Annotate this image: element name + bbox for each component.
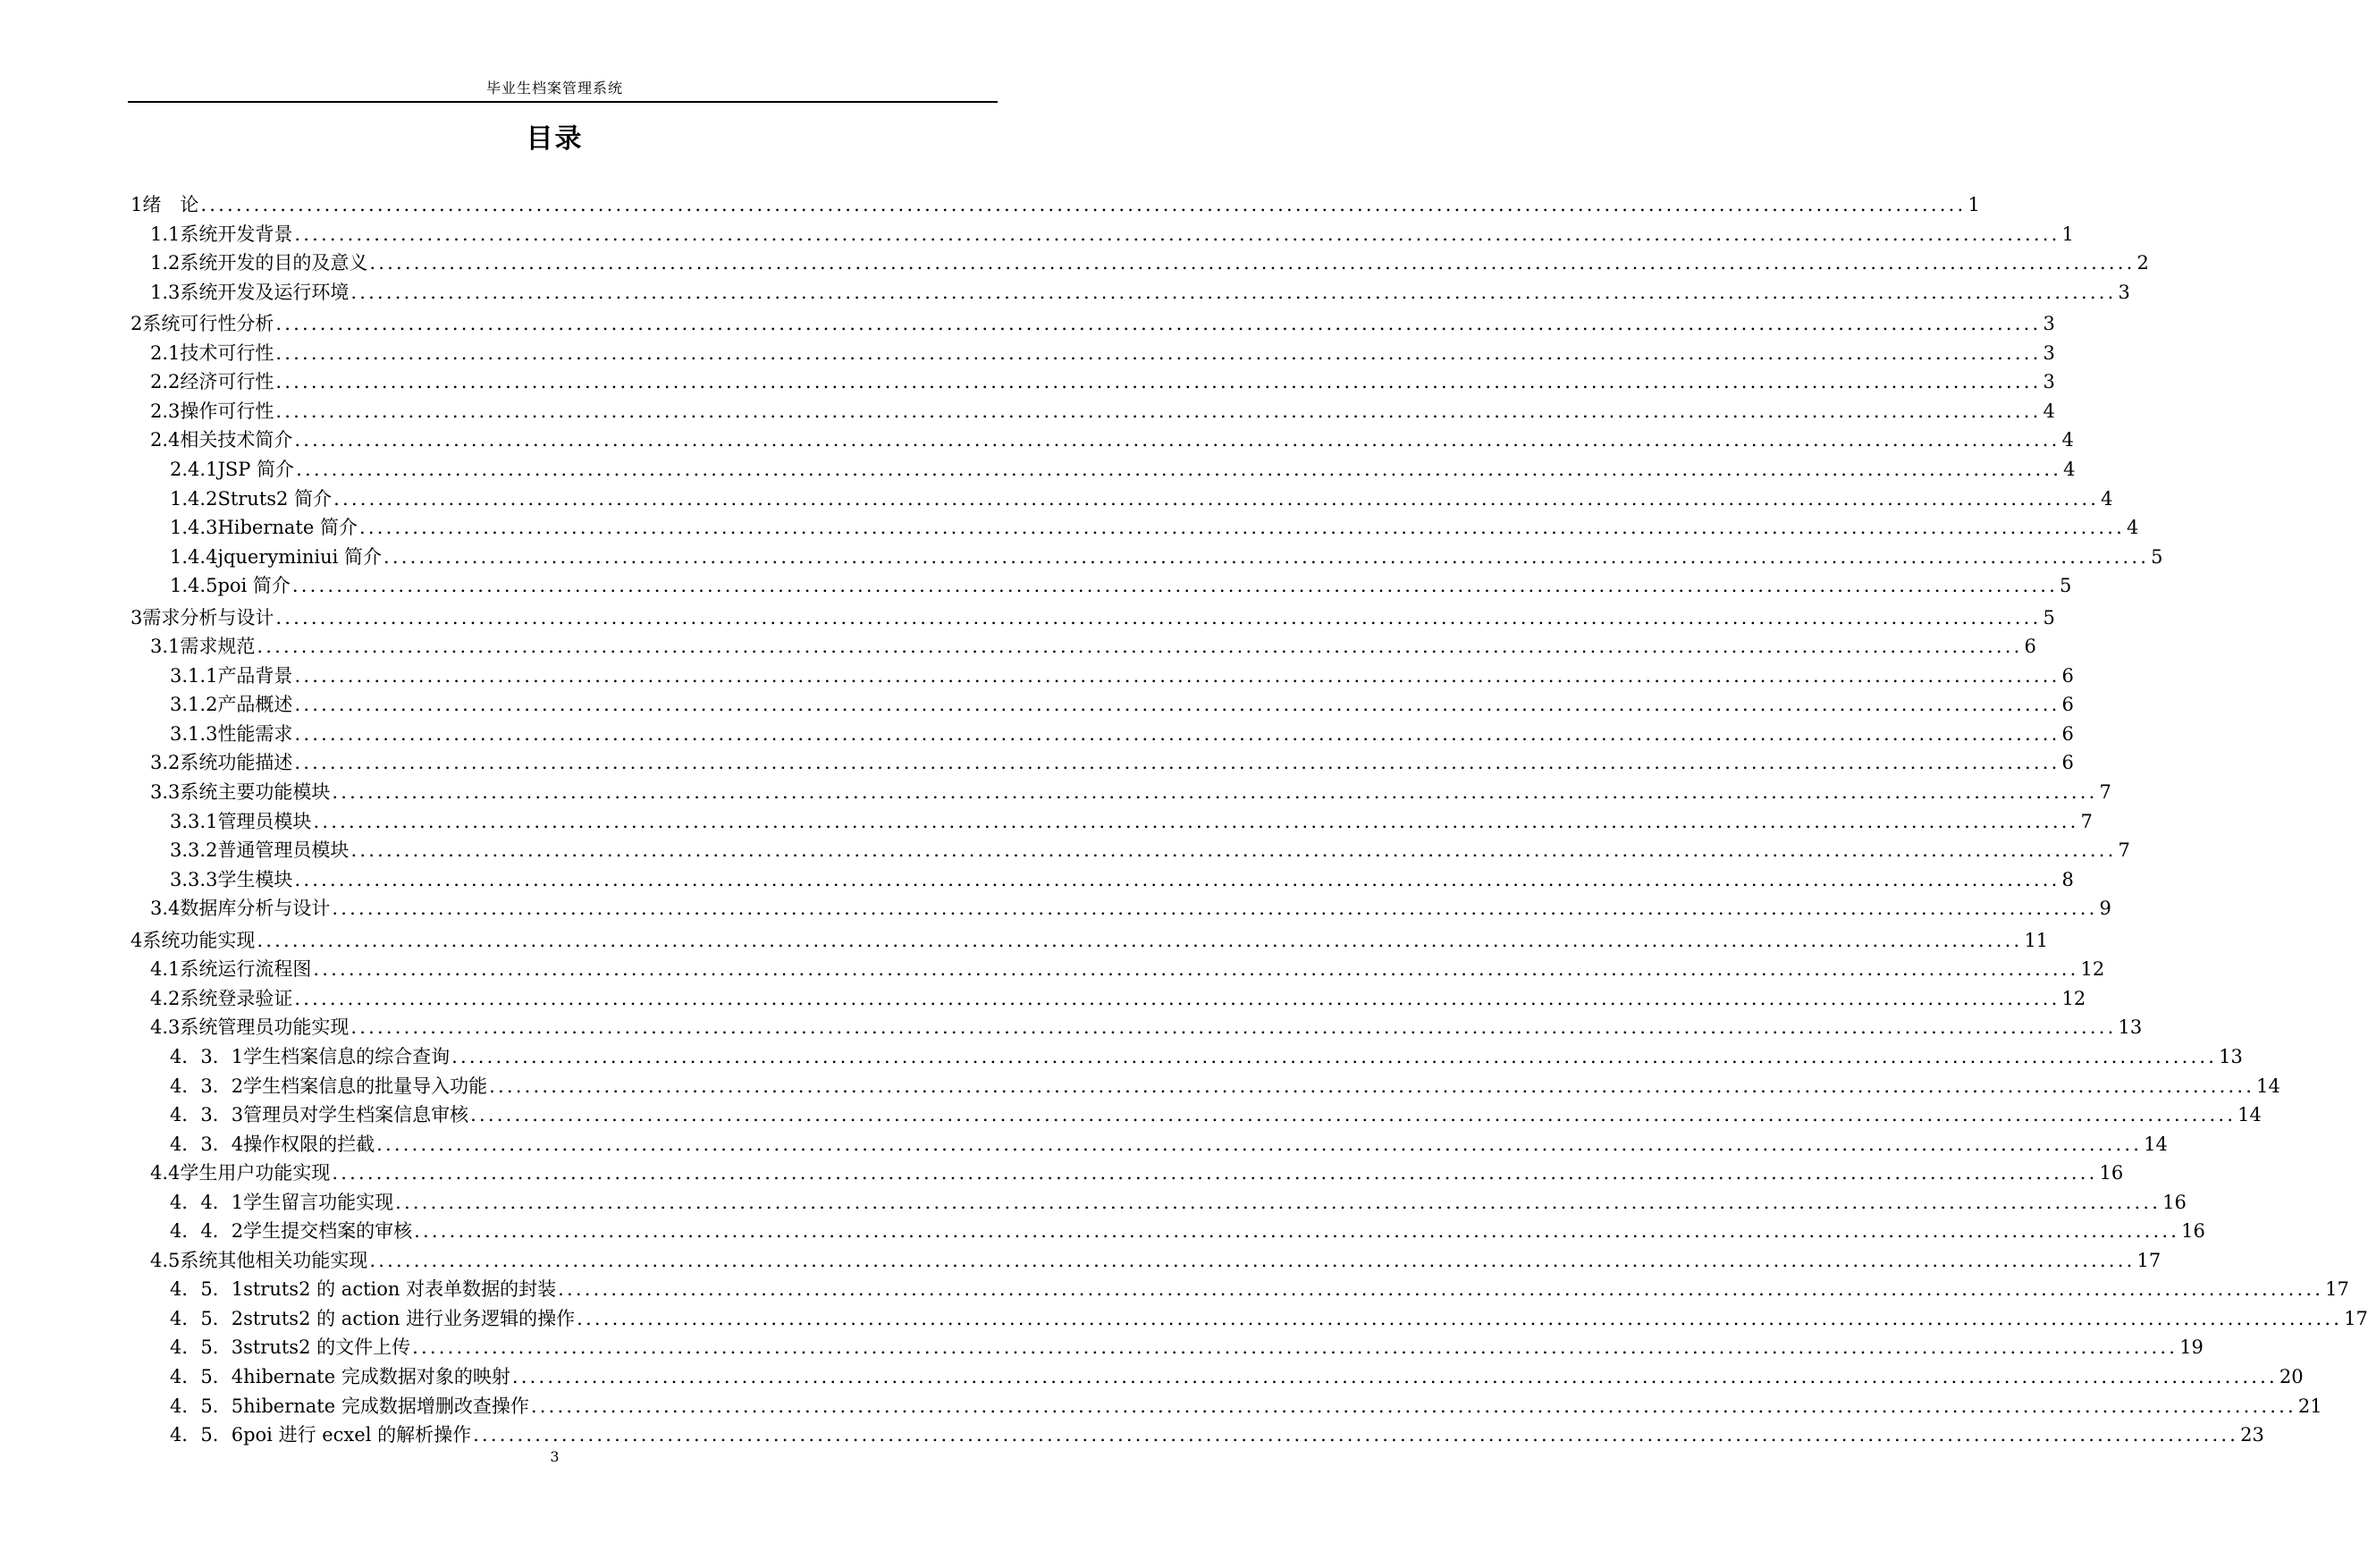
toc-entry-page: 3 (2043, 371, 2055, 393)
toc-entry-page: 13 (2219, 1045, 2243, 1067)
toc-entry-label: 操作权限的拦截 (243, 1133, 375, 1155)
toc-entry-label: 系统管理员功能实现 (180, 1016, 350, 1039)
toc-entry-page: 17 (2325, 1278, 2349, 1301)
toc-entry-number: 4 (131, 929, 143, 951)
toc-dot-leader: ........................................................................................................................................................................................................ (511, 1366, 2278, 1387)
toc-entry-number: 1.4.4 (170, 545, 218, 568)
toc-entry-page: 14 (2256, 1075, 2280, 1097)
toc-entry-label: 学生档案信息的综合查询 (243, 1045, 451, 1067)
toc-dot-leader: ........................................................................................................................................................................................................ (275, 313, 2042, 335)
toc-dot-leader: ........................................................................................................................................................................................................ (257, 929, 2023, 951)
toc-entry[interactable] (150, 633, 2036, 660)
toc-entry-label: 绪 论 (142, 194, 199, 215)
toc-entry[interactable] (150, 779, 2111, 805)
toc-entry-page: 6 (2061, 694, 2074, 716)
toc-entry-number: 2.4.1 (170, 458, 218, 480)
toc-entry-label: 相关技术简介 (180, 429, 293, 451)
toc-entry-label: 需求分析与设计 (142, 606, 274, 628)
toc-dot-leader: ........................................................................................................................................................................................................ (294, 722, 2060, 745)
toc-entry-number: 3 (131, 606, 143, 628)
toc-entry-page: 14 (2237, 1104, 2262, 1126)
toc-entry-number: 3.3 (150, 781, 181, 803)
toc-entry-page: 4 (2063, 458, 2076, 480)
toc-entry[interactable] (150, 1247, 2162, 1274)
toc-entry-number: 1.4.5 (170, 575, 218, 597)
toc-entry-page: 17 (2344, 1307, 2368, 1329)
toc-entry-label: 系统功能实现 (142, 929, 256, 951)
toc-entry[interactable] (150, 398, 2055, 425)
toc-dot-leader: ........................................................................................................................................................................................................ (414, 1220, 2180, 1243)
toc-entry[interactable] (150, 1159, 2124, 1186)
toc-entry-page: 4 (2127, 517, 2139, 539)
toc-entry[interactable] (170, 1421, 2264, 1448)
toc-entry-label: 产品背景 (217, 664, 293, 687)
toc-entry[interactable] (170, 1218, 2205, 1244)
toc-entry-number: 2.3 (150, 400, 181, 422)
toc-entry-number: 4．5．6 (170, 1424, 244, 1446)
toc-entry-page: 3 (2118, 281, 2130, 303)
toc-entry[interactable] (170, 1189, 2187, 1216)
toc-dot-leader: ........................................................................................................................................................................................................ (294, 223, 2060, 245)
toc-entry-label: 学生用户功能实现 (180, 1162, 331, 1184)
toc-entry-page: 16 (2181, 1220, 2205, 1243)
toc-entry-page: 11 (2024, 929, 2049, 951)
toc-entry-number: 3.1.2 (170, 694, 218, 716)
toc-dot-leader: ........................................................................................................................................................................................................ (294, 694, 2060, 716)
toc-dot-leader: ........................................................................................................................................................................................................ (350, 839, 2117, 862)
toc-dot-leader: ........................................................................................................................................................................................................ (200, 194, 1967, 215)
toc-entry-label: 学生提交档案的审核 (243, 1220, 413, 1243)
toc-dot-leader: ........................................................................................................................................................................................................ (350, 1016, 2117, 1039)
toc-dot-leader: ........................................................................................................................................................................................................ (358, 517, 2126, 539)
toc-entry[interactable] (150, 985, 2086, 1012)
toc-entry-number: 3.1.3 (170, 722, 218, 745)
toc-entry[interactable] (170, 1043, 2243, 1070)
toc-dot-leader: ........................................................................................................................................................................................................ (470, 1104, 2237, 1126)
toc-dot-leader: ........................................................................................................................................................................................................ (294, 987, 2060, 1009)
toc-dot-leader: ........................................................................................................................................................................................................ (369, 1249, 2136, 1271)
toc-entry-number: 2 (131, 313, 143, 335)
toc-entry-label: 普通管理员模块 (217, 839, 350, 862)
toc-entry-page: 4 (2061, 429, 2074, 451)
toc-entry-label: poi 简介 (217, 575, 291, 597)
toc-entry-number: 4．5．1 (170, 1278, 244, 1301)
toc-entry-label: 系统运行流程图 (180, 958, 312, 981)
toc-dot-leader: ........................................................................................................................................................................................................ (313, 958, 2079, 981)
toc-entry[interactable] (150, 956, 2105, 982)
toc-entry-page: 20 (2279, 1366, 2304, 1387)
toc-entry-page: 6 (2024, 636, 2036, 658)
toc-entry-number: 4．3．2 (170, 1075, 244, 1097)
toc-dot-leader: ........................................................................................................................................................................................................ (313, 810, 2079, 832)
toc-entry-label: 系统开发背景 (180, 223, 293, 245)
toc-entry-number: 4．3．1 (170, 1045, 244, 1067)
toc-entry-number: 3.2 (150, 752, 181, 774)
toc-entry-page: 6 (2061, 664, 2074, 687)
toc-entry[interactable] (170, 1393, 2322, 1420)
toc-entry-page: 8 (2061, 868, 2074, 890)
header-rule (128, 101, 998, 103)
toc-entry-page: 13 (2118, 1016, 2143, 1039)
toc-dot-leader: ........................................................................................................................................................................................................ (558, 1278, 2324, 1301)
toc-entry[interactable] (170, 866, 2074, 893)
toc-entry-number: 3.4 (150, 898, 181, 920)
toc-entry[interactable] (170, 1073, 2280, 1100)
toc-entry-number: 3.3.1 (170, 810, 218, 832)
toc-entry[interactable] (170, 485, 2113, 512)
toc-entry-label: 产品概述 (217, 694, 293, 716)
toc-entry-label: 经济可行性 (180, 371, 274, 393)
toc-entry-label: 系统开发及运行环境 (180, 281, 350, 303)
toc-entry[interactable] (170, 1276, 2349, 1302)
toc-dot-leader: ........................................................................................................................................................................................................ (369, 252, 2136, 274)
toc-entry-label: jqueryminiui 简介 (217, 545, 383, 568)
toc-entry-label: 学生档案信息的批量导入功能 (243, 1075, 488, 1097)
toc-entry-page: 12 (2080, 958, 2105, 981)
toc-entry-number: 4.4 (150, 1162, 181, 1184)
toc-entry[interactable] (150, 749, 2074, 776)
toc-entry-page: 23 (2240, 1424, 2264, 1446)
toc-entry-label: Hibernate 简介 (217, 517, 358, 539)
toc-dot-leader: ........................................................................................................................................................................................................ (530, 1395, 2296, 1417)
toc-entry-number: 4．5．5 (170, 1395, 244, 1417)
toc-entry-number: 3.1 (150, 636, 181, 658)
toc-dot-leader: ........................................................................................................................................................................................................ (350, 281, 2117, 303)
toc-entry[interactable] (150, 895, 2111, 922)
toc-entry-label: 系统其他相关功能实现 (180, 1249, 368, 1271)
toc-entry-label: Struts2 简介 (217, 487, 333, 510)
toc-entry-label: 性能需求 (217, 722, 293, 745)
toc-entry[interactable] (170, 662, 2074, 689)
toc-entry-label: 系统主要功能模块 (180, 781, 331, 803)
toc-entry-page: 4 (2043, 400, 2055, 422)
toc-entry-page: 14 (2144, 1133, 2168, 1155)
toc-dot-leader: ........................................................................................................................................................................................................ (383, 545, 2150, 568)
toc-entry-label: 学生模块 (217, 868, 293, 890)
toc-entry[interactable] (170, 837, 2130, 864)
toc-entry-number: 4．3．4 (170, 1133, 244, 1155)
toc-entry-number: 4．5．3 (170, 1336, 244, 1359)
toc-entry-page: 7 (2099, 781, 2111, 803)
toc-entry-number: 4．5．2 (170, 1307, 244, 1329)
toc-entry-label: 需求规范 (180, 636, 256, 658)
toc-entry-label: hibernate 完成数据对象的映射 (243, 1366, 510, 1387)
toc-entry-number: 3.3.3 (170, 868, 218, 890)
toc-entry-label: struts2 的文件上传 (243, 1336, 411, 1359)
toc-dot-leader: ........................................................................................................................................................................................................ (275, 606, 2042, 628)
toc-entry[interactable] (170, 544, 2163, 570)
toc-dot-leader: ........................................................................................................................................................................................................ (412, 1336, 2178, 1359)
toc-entry-page: 3 (2043, 313, 2055, 335)
toc-entry-label: 数据库分析与设计 (180, 898, 331, 920)
toc-dot-leader: ........................................................................................................................................................................................................ (577, 1307, 2343, 1329)
toc-entry-page: 2 (2136, 252, 2149, 274)
toc-entry-number: 2.2 (150, 371, 181, 393)
toc-entry-page: 5 (2059, 575, 2072, 597)
toc-entry[interactable] (150, 221, 2074, 248)
running-header: 毕业生档案管理系统 (485, 80, 623, 97)
toc-entry-label: struts2 的 action 进行业务逻辑的操作 (243, 1307, 576, 1329)
toc-entry-number: 1.4.2 (170, 487, 218, 510)
toc-entry[interactable] (170, 1363, 2304, 1390)
toc-dot-leader: ........................................................................................................................................................................................................ (333, 487, 2100, 510)
toc-entry-label: struts2 的 action 对表单数据的封装 (243, 1278, 557, 1301)
toc-entry[interactable] (150, 249, 2149, 276)
toc-entry-page: 19 (2179, 1336, 2204, 1359)
toc-dot-leader: ........................................................................................................................................................................................................ (294, 752, 2060, 774)
toc-dot-leader: ........................................................................................................................................................................................................ (275, 371, 2042, 393)
toc-dot-leader: ........................................................................................................................................................................................................ (451, 1045, 2218, 1067)
toc-dot-leader: ........................................................................................................................................................................................................ (275, 400, 2042, 422)
page-number: 3 (550, 1448, 560, 1465)
toc-dot-leader: ........................................................................................................................................................................................................ (294, 868, 2060, 890)
toc-entry-label: poi 进行 ecxel 的解析操作 (243, 1424, 472, 1446)
toc-entry[interactable] (170, 572, 2072, 599)
toc-dot-leader: ........................................................................................................................................................................................................ (332, 781, 2098, 803)
toc-dot-leader: ........................................................................................................................................................................................................ (395, 1191, 2162, 1213)
toc-entry-number: 2.1 (150, 341, 181, 364)
toc-entry-number: 1.2 (150, 252, 181, 274)
toc-entry[interactable] (150, 368, 2055, 395)
toc-entry-number: 4．4．2 (170, 1220, 244, 1243)
toc-entry-number: 4.2 (150, 987, 181, 1009)
toc-entry[interactable] (131, 604, 2055, 631)
toc-dot-leader: ........................................................................................................................................................................................................ (489, 1075, 2255, 1097)
toc-dot-leader: ........................................................................................................................................................................................................ (294, 664, 2060, 687)
toc-entry-number: 1.3 (150, 281, 181, 303)
toc-dot-leader: ........................................................................................................................................................................................................ (332, 898, 2098, 920)
toc-entry[interactable] (131, 191, 1980, 218)
toc-entry-label: 系统功能描述 (180, 752, 293, 774)
toc-entry-label: JSP 简介 (217, 458, 295, 480)
toc-entry[interactable] (131, 927, 2049, 954)
toc-entry[interactable] (170, 1334, 2204, 1361)
toc-dot-leader: ........................................................................................................................................................................................................ (332, 1162, 2098, 1184)
toc-dot-leader: ........................................................................................................................................................................................................ (296, 458, 2062, 480)
toc-entry[interactable] (150, 340, 2055, 367)
toc-entry[interactable] (150, 426, 2074, 453)
toc-entry[interactable] (131, 310, 2055, 337)
toc-entry-page: 16 (2099, 1162, 2124, 1184)
toc-entry[interactable] (150, 279, 2130, 306)
toc-entry-label: 管理员模块 (217, 810, 312, 832)
toc-entry-label: 技术可行性 (180, 341, 274, 364)
toc-entry-label: 学生留言功能实现 (243, 1191, 394, 1213)
toc-entry-page: 5 (2043, 606, 2055, 628)
toc-entry-number: 1.4.3 (170, 517, 218, 539)
toc-entry[interactable] (170, 691, 2074, 718)
toc-entry-number: 4.1 (150, 958, 181, 981)
toc-entry-number: 3.1.1 (170, 664, 218, 687)
toc-entry-page: 16 (2162, 1191, 2187, 1213)
toc-entry[interactable] (170, 456, 2076, 483)
toc-entry-page: 3 (2043, 341, 2055, 364)
toc-entry-number: 4．3．3 (170, 1104, 244, 1126)
toc-entry-page: 9 (2099, 898, 2111, 920)
toc-dot-leader: ........................................................................................................................................................................................................ (291, 575, 2058, 597)
toc-entry-page: 21 (2297, 1395, 2322, 1417)
toc-entry[interactable] (170, 514, 2139, 541)
toc-entry-label: hibernate 完成数据增删改查操作 (243, 1395, 529, 1417)
toc-entry[interactable] (170, 808, 2093, 835)
toc-entry-page: 1 (2061, 223, 2074, 245)
toc-entry-page: 7 (2080, 810, 2093, 832)
toc-dot-leader: ........................................................................................................................................................................................................ (275, 341, 2042, 364)
toc-entry-page: 17 (2136, 1249, 2162, 1271)
toc-entry-label: 系统可行性分析 (142, 313, 274, 335)
toc-entry[interactable] (150, 1014, 2143, 1041)
toc-entry[interactable] (170, 1305, 2368, 1332)
toc-entry-number: 4．4．1 (170, 1191, 244, 1213)
toc-entry-page: 6 (2061, 722, 2074, 745)
toc-entry-label: 系统登录验证 (180, 987, 293, 1009)
toc-entry-page: 1 (1968, 194, 1980, 215)
toc-dot-leader: ........................................................................................................................................................................................................ (294, 429, 2060, 451)
toc-entry-label: 系统开发的目的及意义 (180, 252, 368, 274)
toc-entry-number: 1.1 (150, 223, 181, 245)
toc-entry[interactable] (170, 1101, 2262, 1128)
page-title: 目录 (526, 123, 584, 155)
toc-entry-page: 7 (2118, 839, 2130, 862)
toc-entry-page: 12 (2061, 987, 2086, 1009)
toc-entry-page: 6 (2061, 752, 2074, 774)
toc-entry-page: 5 (2151, 545, 2163, 568)
toc-dot-leader: ........................................................................................................................................................................................................ (257, 636, 2023, 658)
toc-entry[interactable] (170, 1131, 2168, 1158)
toc-dot-leader: ........................................................................................................................................................................................................ (376, 1133, 2143, 1155)
toc-entry[interactable] (170, 721, 2074, 747)
toc-entry-label: 管理员对学生档案信息审核 (243, 1104, 469, 1126)
toc-entry-number: 4．5．4 (170, 1366, 244, 1387)
toc-entry-number: 4.5 (150, 1249, 181, 1271)
toc-entry-number: 4.3 (150, 1016, 181, 1039)
toc-entry-page: 4 (2101, 487, 2113, 510)
toc-entry-number: 3.3.2 (170, 839, 218, 862)
toc-entry-number: 1 (131, 194, 143, 215)
toc-dot-leader: ........................................................................................................................................................................................................ (473, 1424, 2239, 1446)
toc-entry-label: 操作可行性 (180, 400, 274, 422)
toc-entry-number: 2.4 (150, 429, 181, 451)
